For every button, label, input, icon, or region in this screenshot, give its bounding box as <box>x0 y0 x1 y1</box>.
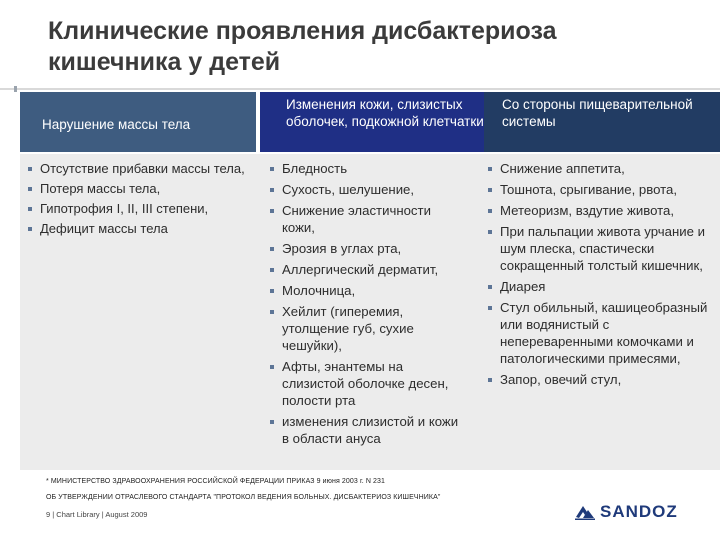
footnote-line-2: ОБ УТВЕРЖДЕНИИ ОТРАСЛЕВОГО СТАНДАРТА "ПРОТОКОЛ ВЕДЕНИЯ БОЛЬНЫХ. ДИСБАКТЕРИОЗ КИШЕЧНИКА" <box>46 494 441 501</box>
page-title: Клинические проявления дисбактериоза кишечника у детей <box>48 17 557 76</box>
column-skin <box>268 160 462 451</box>
logo-text: SANDOZ <box>600 502 678 521</box>
footnote-line-1: * МИНИСТЕРСТВО ЗДРАВООХРАНЕНИЯ РОССИЙСКОЙ ФЕДЕРАЦИИ ПРИКАЗ 9 июня 2003 г. N 231 <box>46 478 386 485</box>
list-item: Аллергический дерматит, <box>268 261 462 278</box>
list-item: Гипотрофия I, II, III степени, <box>26 200 252 217</box>
list-item: Хейлит (гиперемия, утолщение губ, сухие чешуйки), <box>268 303 462 354</box>
divider-accent <box>14 86 17 92</box>
column-header-weight: Нарушение массы тела <box>20 92 256 152</box>
sandoz-logo-icon <box>574 503 596 521</box>
list-item: Отсутствие прибавки массы тела, <box>26 160 252 177</box>
list-item: Афты, энантемы на слизистой оболочке десен, полости рта <box>268 358 462 409</box>
list-item: Тошнота, срыгивание, рвота, <box>486 181 714 198</box>
list-item: Стул обильный, кашицеобразный или водянистый с непереваренными комочками и патологическими примесями, <box>486 299 714 367</box>
weight-list <box>26 160 252 237</box>
column-header-skin: Изменения кожи, слизистых оболочек, подкожной клетчатки <box>260 92 484 152</box>
digestive-list <box>486 160 714 388</box>
title-divider <box>0 88 720 90</box>
list-item: Сухость, шелушение, <box>268 181 462 198</box>
list-item: Эрозия в углах рта, <box>268 240 462 257</box>
list-item: Метеоризм, вздутие живота, <box>486 202 714 219</box>
list-item: Снижение аппетита, <box>486 160 714 177</box>
sandoz-logo <box>574 502 678 522</box>
list-item: Запор, овечий стул, <box>486 371 714 388</box>
table-header-row <box>20 92 720 152</box>
column-header-digestive: Со стороны пищеварительной системы <box>484 92 720 152</box>
column-digestive <box>486 160 714 392</box>
list-item: Молочница, <box>268 282 462 299</box>
list-item: Диарея <box>486 278 714 295</box>
list-item: Потеря массы тела, <box>26 180 252 197</box>
footer-text: 9 | Chart Library | August 2009 <box>46 510 148 519</box>
list-item: Бледность <box>268 160 462 177</box>
skin-list <box>268 160 462 447</box>
list-item: При пальпации живота урчание и шум плеска, спастически сокращенный толстый кишечник, <box>486 223 714 274</box>
list-item: Дефицит массы тела <box>26 220 252 237</box>
column-weight <box>26 160 252 240</box>
list-item: Снижение эластичности кожи, <box>268 202 462 236</box>
list-item: изменения слизистой и кожи в области ануса <box>268 413 462 447</box>
